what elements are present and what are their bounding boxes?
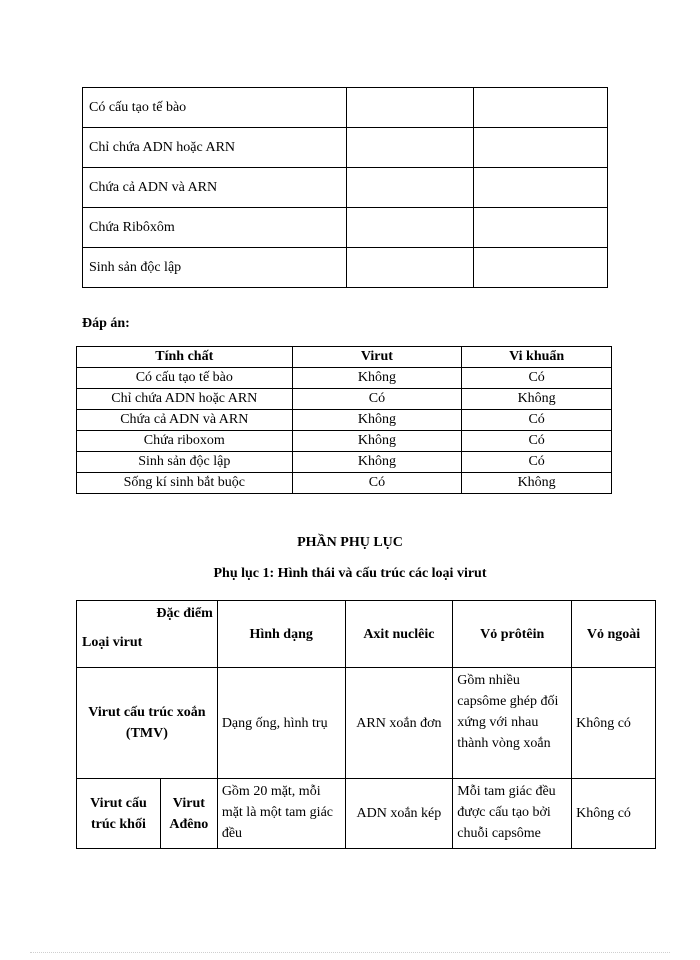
exercise-property: Chứa Ribôxôm: [83, 208, 347, 248]
corner-header-top: Đặc điểm: [156, 606, 213, 621]
column-header-envelope: Vỏ ngoài: [572, 601, 656, 668]
answer-label: Đáp án:: [82, 316, 130, 331]
table-row: [83, 128, 608, 168]
column-header: Tính chất: [77, 347, 293, 368]
virus-cell: Có: [292, 389, 462, 410]
corner-header: [77, 601, 218, 668]
column-header-protein: Vỏ prôtêin: [453, 601, 572, 668]
empty-cell: [346, 248, 474, 288]
column-header: Vi khuẩn: [462, 347, 612, 368]
property-cell: Chỉ chứa ADN hoặc ARN: [77, 389, 293, 410]
table-row: [77, 452, 612, 473]
exercise-table: [82, 87, 608, 288]
property-cell: Chứa riboxom: [77, 431, 293, 452]
property-cell: Có cấu tạo tế bào: [77, 368, 293, 389]
bacteria-cell: Có: [462, 431, 612, 452]
empty-cell: [474, 248, 608, 288]
virus-group-cubic: Virut cấu trúc khối: [77, 779, 161, 849]
virus-type-tmv: Virut cấu trúc xoắn (TMV): [77, 668, 218, 779]
empty-cell: [474, 88, 608, 128]
shape-cell: Dạng ống, hình trụ: [217, 668, 345, 779]
protein-cell: Mỗi tam giác đều được cấu tạo bởi chuỗi capsôme: [453, 779, 572, 849]
table-row: [77, 389, 612, 410]
empty-cell: [346, 208, 474, 248]
exercise-property: Có cấu tạo tế bào: [83, 88, 347, 128]
virus-cell: Không: [292, 431, 462, 452]
virus-cell: Không: [292, 368, 462, 389]
table-row: [77, 779, 656, 849]
column-header-shape: Hình dạng: [217, 601, 345, 668]
table-header-row: [77, 601, 656, 668]
nucleic-cell: ADN xoắn kép: [345, 779, 453, 849]
column-header-nucleic: Axit nuclêic: [345, 601, 453, 668]
bacteria-cell: Không: [462, 473, 612, 494]
shape-cell: Gồm 20 mặt, mỗi mặt là một tam giác đều: [217, 779, 345, 849]
exercise-property: Sinh sản độc lập: [83, 248, 347, 288]
bacteria-cell: Có: [462, 410, 612, 431]
table-row: [77, 473, 612, 494]
appendix-title: PHẦN PHỤ LỤC: [297, 535, 403, 550]
empty-cell: [474, 128, 608, 168]
appendix-subtitle: Phụ lục 1: Hình thái và cấu trúc các loại virut: [213, 566, 487, 581]
protein-cell: Gồm nhiều capsôme ghép đối xứng với nhau thành vòng xoắn: [453, 668, 572, 779]
appendix-table: [76, 600, 656, 849]
table-header-row: [77, 347, 612, 368]
exercise-property: Chỉ chứa ADN hoặc ARN: [83, 128, 347, 168]
property-cell: Chứa cả ADN và ARN: [77, 410, 293, 431]
table-row: [77, 668, 656, 779]
empty-cell: [346, 168, 474, 208]
table-row: [77, 368, 612, 389]
table-row: [77, 431, 612, 452]
table-row: [83, 208, 608, 248]
bacteria-cell: Không: [462, 389, 612, 410]
column-header: Virut: [292, 347, 462, 368]
empty-cell: [346, 128, 474, 168]
bacteria-cell: Có: [462, 452, 612, 473]
table-row: [83, 248, 608, 288]
table-row: [83, 168, 608, 208]
property-cell: Sinh sản độc lập: [77, 452, 293, 473]
page-footer-divider: [30, 952, 670, 953]
table-row: [77, 410, 612, 431]
corner-header-bottom: Loại virut: [82, 635, 143, 650]
answer-table: [76, 346, 612, 494]
virus-cell: Không: [292, 452, 462, 473]
virus-cell: Có: [292, 473, 462, 494]
empty-cell: [474, 208, 608, 248]
exercise-property: Chứa cả ADN và ARN: [83, 168, 347, 208]
nucleic-cell: ARN xoắn đơn: [345, 668, 453, 779]
envelope-cell: Không có: [572, 779, 656, 849]
property-cell: Sống kí sinh bắt buộc: [77, 473, 293, 494]
virus-cell: Không: [292, 410, 462, 431]
empty-cell: [474, 168, 608, 208]
empty-cell: [346, 88, 474, 128]
table-row: [83, 88, 608, 128]
bacteria-cell: Có: [462, 368, 612, 389]
envelope-cell: Không có: [572, 668, 656, 779]
virus-type-adeno: Virut Ađêno: [160, 779, 217, 849]
